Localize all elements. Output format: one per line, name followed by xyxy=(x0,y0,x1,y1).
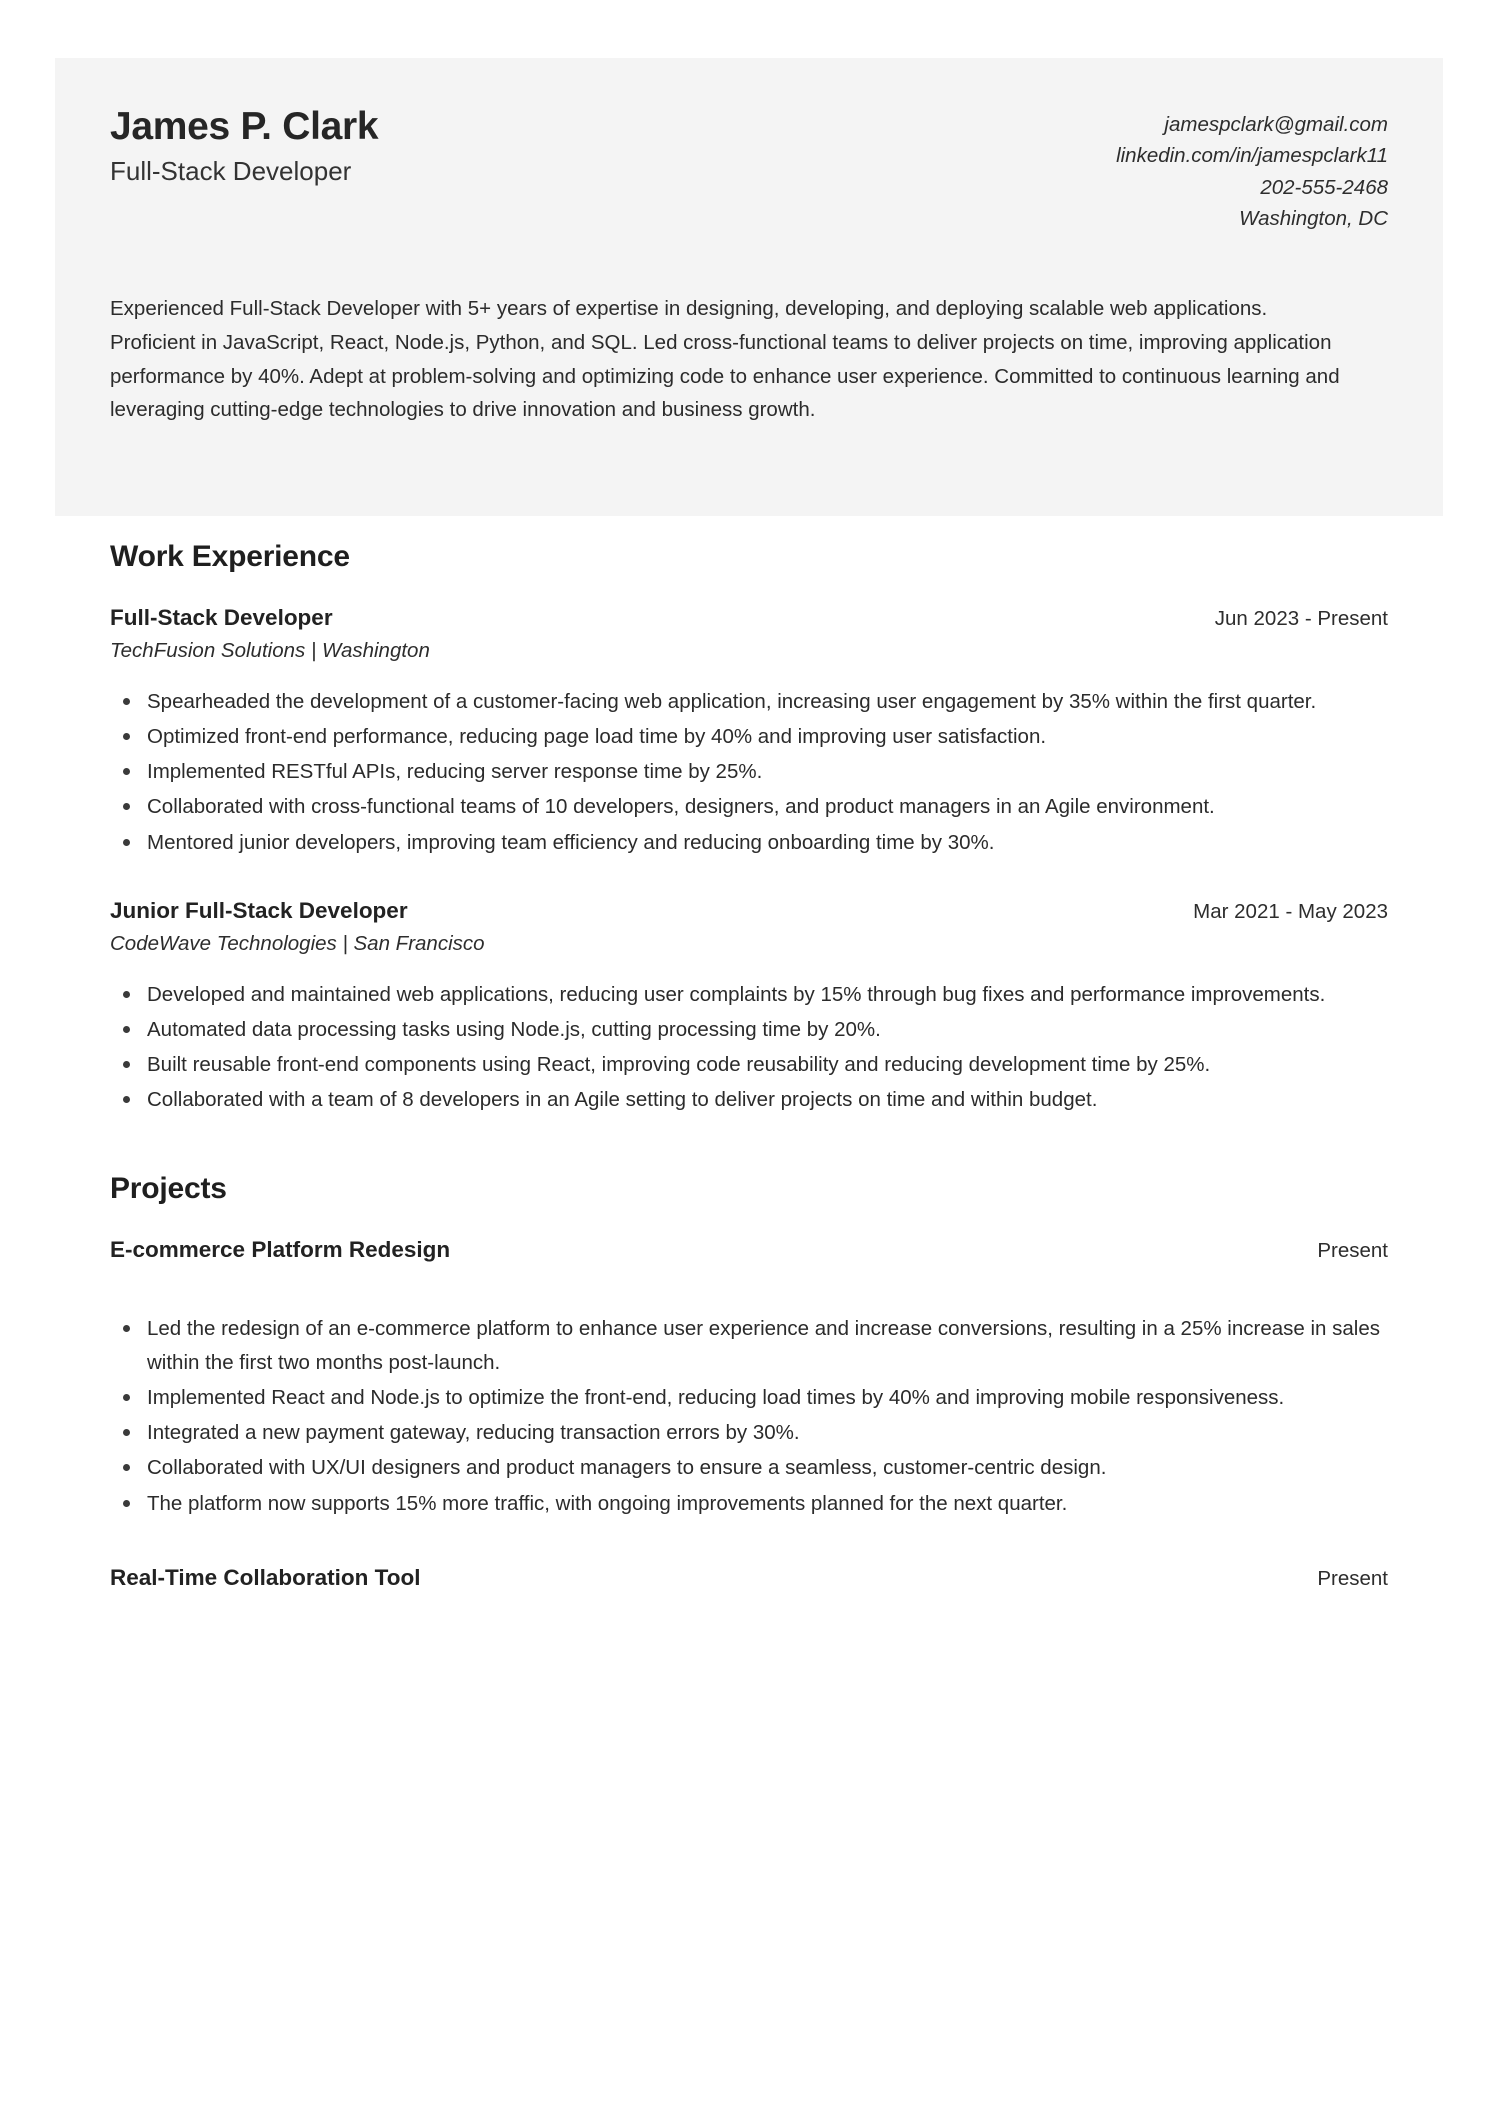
list-item: Integrated a new payment gateway, reducing transaction errors by 30%. xyxy=(110,1416,1388,1449)
section-projects xyxy=(110,1172,1388,1591)
section-title-projects: Projects xyxy=(110,1172,227,1206)
contact-email[interactable]: jamespclark@gmail.com xyxy=(1164,113,1388,136)
list-item: Developed and maintained web applications, reducing user complaints by 15% through bug fixes and performance improvements. xyxy=(110,978,1388,1011)
work-entry-head xyxy=(110,897,1388,925)
project-entry xyxy=(110,1236,1388,1519)
work-entry xyxy=(110,897,1388,1117)
identity-block xyxy=(110,103,378,187)
header-top-row xyxy=(110,103,1388,234)
list-item: Collaborated with a team of 8 developers in an Agile setting to deliver projects on time and within budget. xyxy=(110,1083,1388,1116)
list-item: Built reusable front-end components using React, improving code reusability and reducing development time by 25%. xyxy=(110,1048,1388,1081)
contact-linkedin[interactable]: linkedin.com/in/jamespclark11 xyxy=(1116,144,1388,168)
project-entry-date: Present xyxy=(1317,1566,1388,1590)
list-item: Spearheaded the development of a customer-facing web application, increasing user engagement by 35% within the first quarter. xyxy=(110,685,1388,718)
contact-location: Washington, DC xyxy=(1239,207,1388,231)
contact-phone[interactable]: 202-555-2468 xyxy=(1260,175,1388,199)
work-entry-role: Full-Stack Developer xyxy=(110,605,333,630)
resume-header xyxy=(55,58,1443,516)
project-entry-bullets xyxy=(110,1312,1388,1519)
work-entry-organization: TechFusion Solutions | Washington xyxy=(110,639,430,663)
work-entry-head xyxy=(110,604,1388,632)
candidate-name: James P. Clark xyxy=(110,105,379,148)
project-entry-head xyxy=(110,1564,1388,1592)
professional-summary: Experienced Full-Stack Developer with 5+ years of expertise in designing, developing, and deploying scalable web applications. Proficient in JavaScript, React, Node.js, Python, and SQL. Led cross-functional teams to deliver projects on time, improving application performance by 40%. Adept at problem-solving and optimizing code to enhance user experience. Committed to continuous learning and leveraging cutting-edge technologies to drive innovation and business growth. xyxy=(110,297,1340,422)
project-entry-date: Present xyxy=(1317,1239,1388,1263)
resume-body xyxy=(55,540,1443,1618)
work-entry-date: Jun 2023 - Present xyxy=(1214,607,1388,630)
section-spacer xyxy=(110,1142,1388,1172)
list-item: Mentored junior developers, improving team efficiency and reducing onboarding time by 30%. xyxy=(110,826,1388,859)
list-item: Automated data processing tasks using Node.js, cutting processing time by 20%. xyxy=(110,1013,1388,1046)
section-title-work-experience: Work Experience xyxy=(110,540,350,573)
list-item: Collaborated with UX/UI designers and product managers to ensure a seamless, customer-centric design. xyxy=(110,1451,1388,1484)
project-entry-title: E-commerce Platform Redesign xyxy=(110,1237,451,1263)
work-entry-bullets xyxy=(110,685,1388,859)
list-item: Implemented React and Node.js to optimize the front-end, reducing load times by 40% and improving mobile responsiveness. xyxy=(110,1381,1388,1414)
list-item: Led the redesign of an e-commerce platform to enhance user experience and increase conversions, resulting in a 25% increase in sales within the first two months post-launch. xyxy=(110,1312,1388,1378)
project-entry xyxy=(110,1564,1388,1592)
work-entry-date: Mar 2021 - May 2023 xyxy=(1193,899,1388,923)
list-item: Implemented RESTful APIs, reducing server response time by 25%. xyxy=(110,755,1388,788)
list-item: Optimized front-end performance, reducing page load time by 40% and improving user satisfaction. xyxy=(110,720,1388,753)
work-entry-role: Junior Full-Stack Developer xyxy=(110,897,408,923)
section-work-experience xyxy=(110,540,1388,1116)
project-entry-title: Real-Time Collaboration Tool xyxy=(110,1564,421,1590)
list-item: Collaborated with cross-functional teams of 10 developers, designers, and product managers in an Agile environment. xyxy=(110,790,1388,823)
contact-block xyxy=(1116,103,1388,234)
work-entry-organization: CodeWave Technologies | San Francisco xyxy=(110,931,485,955)
candidate-job-title: Full-Stack Developer xyxy=(110,155,352,186)
work-entry xyxy=(110,604,1388,859)
list-item: The platform now supports 15% more traffic, with ongoing improvements planned for the next quarter. xyxy=(110,1487,1388,1520)
project-entry-head xyxy=(110,1236,1388,1264)
work-entry-bullets xyxy=(110,978,1388,1117)
